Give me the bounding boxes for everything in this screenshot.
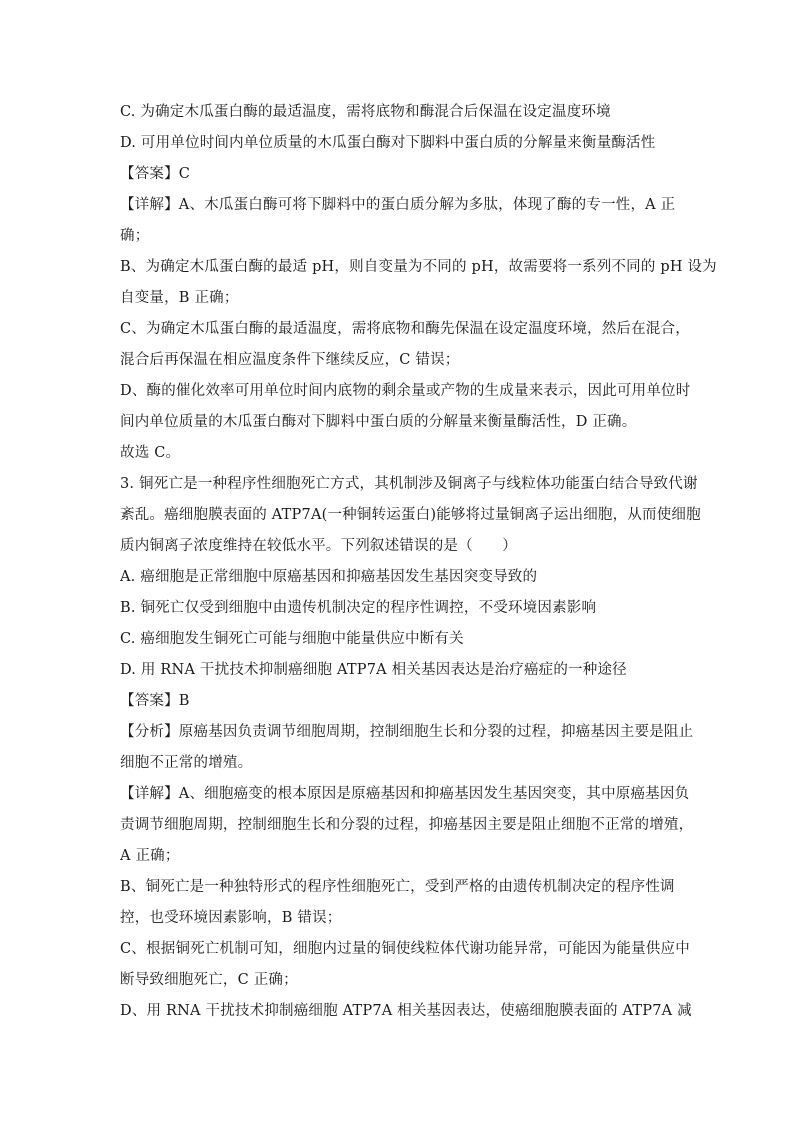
explanation-line: A 正确； — [120, 848, 180, 864]
answer-line: 【答案】B — [120, 693, 190, 709]
explanation-line: C、为确定木瓜蛋白酶的最适温度，需将底物和酶先保温在设定温度环境，然后在混合， — [120, 321, 690, 337]
question-3-line: 质内铜离子浓度维持在较低水平。下列叙述错误的是（ ） — [120, 538, 517, 554]
explanation-line: 自变量，B 正确； — [120, 290, 239, 306]
explanation-line: B、铜死亡是一种独特形式的程序性细胞死亡，受到严格的由遗传机制决定的程序性调 — [120, 879, 675, 895]
answer-line: 【答案】C — [120, 166, 191, 182]
option-a-line: A. 癌细胞是正常细胞中原癌基因和抑癌基因发生基因突变导致的 — [120, 569, 538, 585]
explanation-line: 确； — [120, 228, 150, 244]
explanation-line: 断导致细胞死亡，C 正确； — [120, 972, 298, 988]
choice-line: 故选 C。 — [120, 445, 181, 461]
analysis-line: 【分析】原癌基因负责调节细胞周期，控制细胞生长和分裂的过程，抑癌基因主要是阻止 — [120, 724, 694, 740]
option-d-line: D. 可用单位时间内单位质量的木瓜蛋白酶对下脚料中蛋白质的分解量来衡量酶活性 — [120, 135, 656, 151]
explanation-line: 责调节细胞周期，控制细胞生长和分裂的过程，抑癌基因主要是阻止细胞不正常的增殖， — [120, 817, 694, 833]
explanation-line: 【详解】A、细胞癌变的根本原因是原癌基因和抑癌基因发生基因突变，其中原癌基因负 — [120, 786, 690, 802]
analysis-line: 细胞不正常的增殖。 — [120, 755, 253, 771]
explanation-line: 混合后再保温在相应温度条件下继续反应，C 错误； — [120, 352, 460, 368]
explanation-line: D、酶的催化效率可用单位时间内底物的剩余量或产物的生成量来表示，因此可用单位时 — [120, 383, 691, 399]
option-c-line: C. 癌细胞发生铜死亡可能与细胞中能量供应中断有关 — [120, 631, 464, 647]
explanation-line: B、为确定木瓜蛋白酶的最适 pH，则自变量为不同的 pH，故需要将一系列不同的 pH 设为 — [120, 259, 717, 275]
explanation-line: C、根据铜死亡机制可知，细胞内过量的铜使线粒体代谢功能异常，可能因为能量供应中 — [120, 941, 690, 957]
explanation-line: 控，也受环境因素影响，B 错误； — [120, 910, 342, 926]
question-3-line: 紊乱。癌细胞膜表面的 ATP7A(一种铜转运蛋白)能够将过量铜离子运出细胞，从而使细胞 — [120, 507, 701, 523]
explanation-line: 间内单位质量的木瓜蛋白酶对下脚料中蛋白质的分解量来衡量酶活性，D 正确。 — [120, 414, 637, 430]
option-d-line: D. 用 RNA 干扰技术抑制癌细胞 ATP7A 相关基因表达是治疗癌症的一种途径 — [120, 662, 627, 678]
explanation-line: 【详解】A、木瓜蛋白酶可将下脚料中的蛋白质分解为多肽，体现了酶的专一性，A 正 — [120, 197, 676, 213]
question-3-line: 3. 铜死亡是一种程序性细胞死亡方式，其机制涉及铜离子与线粒体功能蛋白结合导致代谢 — [120, 476, 698, 492]
option-b-line: B. 铜死亡仅受到细胞中由遗传机制决定的程序性调控，不受环境因素影响 — [120, 600, 597, 616]
explanation-line: D、用 RNA 干扰技术抑制癌细胞 ATP7A 相关基因表达，使癌细胞膜表面的 ATP7A 减 — [120, 1003, 692, 1019]
option-c-line: C. 为确定木瓜蛋白酶的最适温度，需将底物和酶混合后保温在设定温度环境 — [120, 104, 611, 120]
